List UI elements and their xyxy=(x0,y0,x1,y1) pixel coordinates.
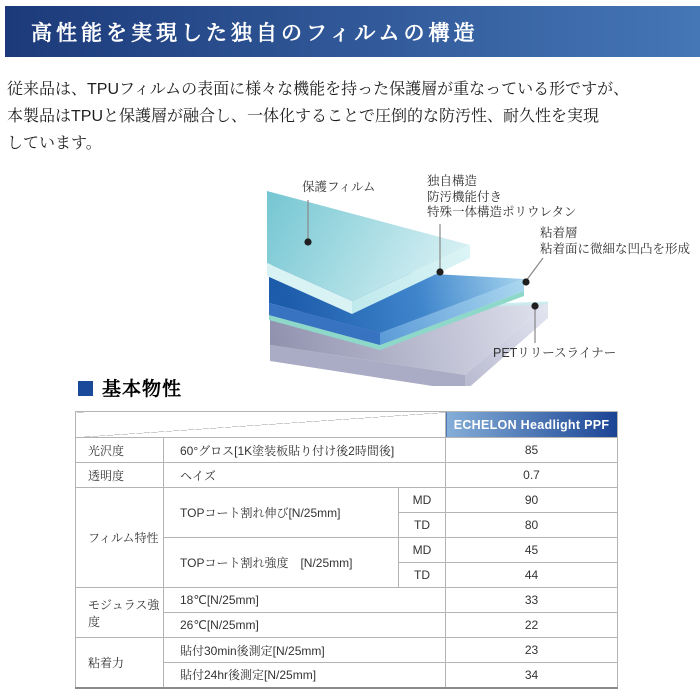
value-cell: 33 xyxy=(446,588,618,613)
table-row xyxy=(76,438,618,463)
label-adhesive-layer xyxy=(540,226,690,257)
condition-cell: 26℃[N/25mm] xyxy=(164,613,446,638)
label-unique-structure-line3: 特殊一体構造ポリウレタン xyxy=(427,205,577,219)
label-protective-film: 保護フィルム xyxy=(302,180,376,194)
direction-cell: TD xyxy=(399,563,446,588)
value-cell: 90 xyxy=(446,488,618,513)
property-cell: 粘着力 xyxy=(76,638,164,688)
label-release-liner: PETリリースライナー xyxy=(493,346,617,360)
value-cell: 80 xyxy=(446,513,618,538)
table-corner-cell xyxy=(76,412,446,438)
pet-liner-dot xyxy=(531,302,538,309)
title-banner xyxy=(5,6,700,57)
section-square-icon xyxy=(78,381,93,396)
condition-cell: 貼付24hr後測定[N/25mm] xyxy=(164,663,446,688)
table-header-row xyxy=(76,412,618,438)
value-cell: 44 xyxy=(446,563,618,588)
page-title: 高性能を実現した独自のフィルムの構造 xyxy=(31,20,479,45)
section-title: 基本物性 xyxy=(102,379,183,400)
label-unique-structure xyxy=(427,174,577,221)
polyurethane-dot xyxy=(436,268,443,275)
condition-cell: 貼付30min後測定[N/25mm] xyxy=(164,638,446,663)
adhesive-dot xyxy=(522,278,529,285)
basic-properties-table xyxy=(75,411,618,689)
label-unique-structure-line1: 独自構造 xyxy=(427,174,478,188)
value-cell: 22 xyxy=(446,613,618,638)
property-cell: 透明度 xyxy=(76,463,164,488)
condition-cell: TOPコート割れ伸び[N/25mm] xyxy=(164,488,399,538)
condition-cell: 18℃[N/25mm] xyxy=(164,588,446,613)
direction-cell: TD xyxy=(399,513,446,538)
intro-paragraph xyxy=(7,76,697,157)
table-row xyxy=(76,463,618,488)
label-adhesive-line1: 粘着層 xyxy=(540,226,578,240)
label-unique-structure-line2: 防汚機能付き xyxy=(427,189,503,204)
table-row xyxy=(76,638,618,663)
protective-film-dot xyxy=(304,238,311,245)
property-cell: フィルム特性 xyxy=(76,488,164,588)
value-cell: 23 xyxy=(446,638,618,663)
value-cell: 45 xyxy=(446,538,618,563)
table-row xyxy=(76,588,618,613)
section-basic-properties xyxy=(78,374,182,401)
film-structure-diagram xyxy=(230,170,695,386)
condition-cell: ヘイズ xyxy=(164,463,446,488)
direction-cell: MD xyxy=(399,488,446,513)
property-cell: モジュラス強度 xyxy=(76,588,164,638)
intro-line-2: 本製品はTPUと保護層が融合し、一体化することで圧倒的な防汚性、耐久性を実現 xyxy=(7,108,600,125)
intro-line-3: しています。 xyxy=(7,135,102,152)
condition-cell: TOPコート割れ強度 [N/25mm] xyxy=(164,538,399,588)
intro-line-1: 従来品は、TPUフィルムの表面に様々な機能を持った保護層が重なっている形ですが、 xyxy=(7,81,630,98)
value-cell: 34 xyxy=(446,663,618,688)
product-column-header: ECHELON Headlight PPF xyxy=(446,412,618,438)
value-cell: 0.7 xyxy=(446,463,618,488)
label-adhesive-line2: 粘着面に微細な凹凸を形成 xyxy=(540,241,691,256)
spec-table-container xyxy=(75,411,617,689)
condition-cell: 60°グロス[1K塗装板貼り付け後2時間後] xyxy=(164,438,446,463)
value-cell: 85 xyxy=(446,438,618,463)
property-cell: 光沢度 xyxy=(76,438,164,463)
table-row xyxy=(76,488,618,513)
direction-cell: MD xyxy=(399,538,446,563)
